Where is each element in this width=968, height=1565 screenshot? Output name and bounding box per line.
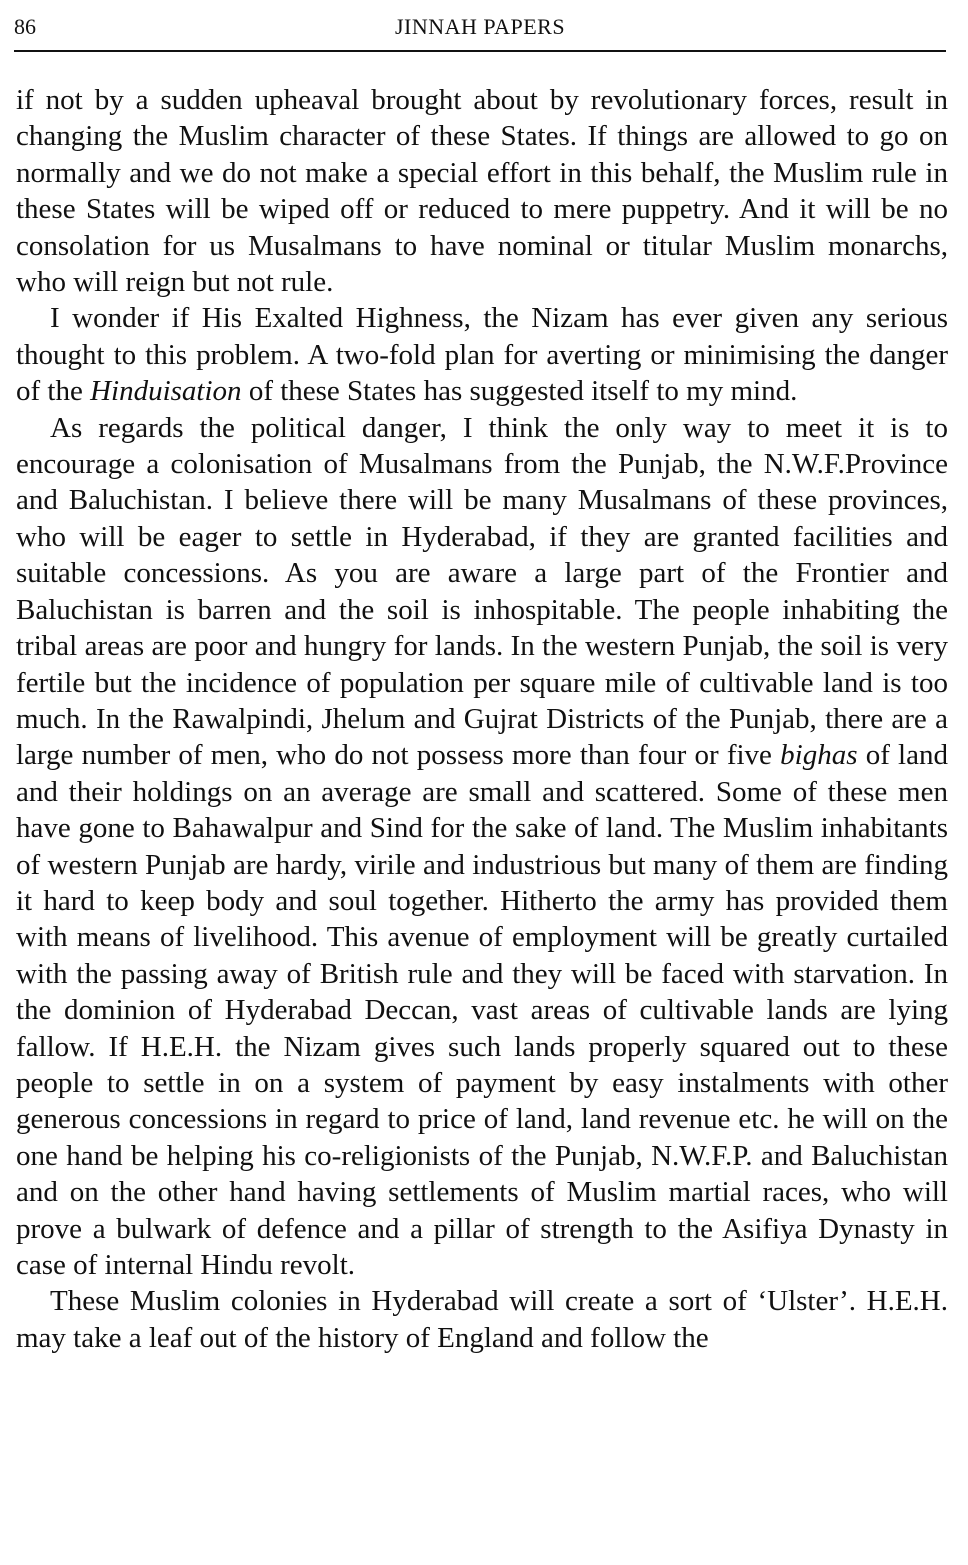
italic-term: Hinduisation bbox=[90, 375, 242, 408]
page-header bbox=[14, 10, 946, 52]
paragraph-4 bbox=[16, 1283, 948, 1356]
text-segment: I wonder if His Exalted Highness, the Nizam has ever given any serious thought to this problem. A two-fold plan for averting or minimising the danger of the bbox=[16, 302, 948, 408]
text-segment: if not by a sudden upheaval brought about by revolutionary forces, result in changing the Muslim character of these States. If things are allowed to go on normally and we do not make a special effort in this behalf, the Muslim rule in these States will be wiped off or reduced to mere puppetry. And it will be no consolation for us Musalmans to have nominal or titular Muslim monarchs, who will reign but not rule. bbox=[16, 84, 948, 299]
text-segment: As regards the political danger, I think the only way to meet it is to encourage a colonisation of Musalmans from the Punjab, the N.W.F.Province and Baluchistan. I believe there will be many Musalmans of these provinces, who will be eager to settle in Hyderabad, if they are granted facilities and suitable concessions. As you are aware a large part of the Frontier and Baluchistan is barren and the soil is inhospitable. The people inhabiting the tribal areas are poor and hungry for lands. In the western Punjab, the soil is very fertile but the incidence of population per square mile of cultivable land is too much. In the Rawalpindi, Jhelum and Gujrat Districts of the Punjab, there are a large number of men, who do not possess more than four or five bbox=[16, 411, 948, 772]
paragraph-2 bbox=[16, 300, 948, 409]
text-segment: of land and their holdings on an average are small and scattered. Some of these men have gone to Bahawalpur and Sind for the sake of land. The Muslim inhabitants of western Punjab are hardy, virile and industrious but many of them are finding it hard to keep body and soul together. Hitherto the army has provided them with means of livelihood. This avenue of employment will be greatly curtailed with the passing away of British rule and they will be faced with starvation. In the dominion of Hyderabad Deccan, vast areas of cultivable lands are lying fallow. If H.E.H. the Nizam gives such lands properly squared out to these people to settle in on a system of payment by easy instalments with other generous concessions in regard to price of land, land revenue etc. he will on the one hand be helping his co-religionists of the Punjab, N.W.F.P. and Baluchistan and on the other hand having settlements of Muslim martial races, who will prove a bulwark of defence and a pillar of strength to the Asifiya Dynasty in case of internal Hindu revolt. bbox=[16, 739, 948, 1281]
paragraph-3 bbox=[16, 410, 948, 1284]
text-segment: of these States has suggested itself to my mind. bbox=[241, 375, 798, 408]
text-segment: These Muslim colonies in Hyderabad will create a sort of ‘Ulster’. H.E.H. may take a leaf out of the history of England and follow the bbox=[16, 1285, 948, 1354]
paragraph-1 bbox=[16, 82, 948, 300]
italic-term: bighas bbox=[780, 739, 858, 772]
running-title: JINNAH PAPERS bbox=[394, 14, 566, 39]
body-text bbox=[16, 82, 948, 1356]
page-number: 86 bbox=[14, 14, 36, 39]
